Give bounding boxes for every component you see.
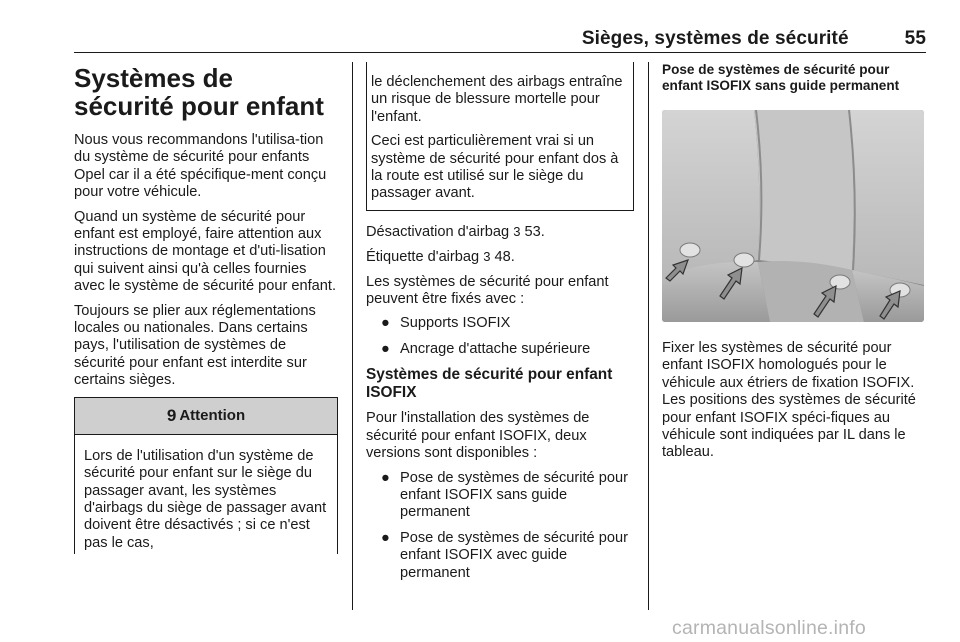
page-header — [74, 28, 926, 50]
fixing-options-list — [366, 315, 634, 358]
isofix-subheading: Pose de systèmes de sécurité pour enfant ISOFIX sans guide permanent — [662, 62, 900, 93]
isofix-heading: Systèmes de sécurité pour enfant ISOFIX — [366, 366, 613, 402]
seatback-right — [850, 110, 924, 285]
bullet-icon: ● — [381, 315, 390, 332]
chapter-title: Sièges, systèmes de sécurité — [581, 28, 849, 49]
attention-continuation-text-2: Ceci est particulièrement vrai si un système de sécurité pour enfant dos à la route est utilisé sur le siège du passager avant. — [371, 133, 619, 202]
bullet-icon: ● — [381, 340, 390, 357]
page-number: 55 — [904, 28, 926, 49]
isofix-versions-list — [366, 470, 634, 582]
header-rule — [74, 52, 926, 53]
list-item: ● Supports ISOFIX — [381, 315, 511, 332]
attention-title: Attention — [179, 407, 246, 425]
attention-continuation-text: le déclenchement des airbags entraîne un risque de blessure mortelle pour l'enfant. — [371, 74, 623, 125]
column-divider-2 — [648, 62, 649, 610]
column-divider-1 — [352, 62, 353, 610]
paragraph-regulations: Toujours se plier aux réglementations locales ou nationales. Dans certains pays, l'utilisation de systèmes de sécurité pour enfant est interdite sur certains sièges. — [74, 302, 316, 389]
page-ref-icon: 3 — [483, 249, 491, 265]
bullet-icon: ● — [381, 469, 390, 486]
attention-box-continuation — [366, 62, 634, 211]
list-item: ● Pose de systèmes de sécurité pour enfant ISOFIX sans guide permanent — [381, 469, 628, 521]
bullet-icon: ● — [381, 529, 390, 546]
column-1 — [74, 62, 338, 554]
paragraph-instructions: Quand un système de sécurité pour enfant est employé, faire attention aux instructions de montage et d'uti-lisation qui suivent ainsi qu'à celles fournies avec le système de sécurité pour enfant. — [74, 208, 337, 295]
attention-body — [75, 435, 337, 554]
fixing-intro: Les systèmes de sécurité pour enfant peuvent être fixés avec : — [366, 273, 609, 308]
column-2 — [366, 62, 634, 590]
section-heading: Systèmes de sécurité pour enfant — [74, 63, 324, 121]
seat-drawing — [662, 110, 924, 322]
attention-text: Lors de l'utilisation d'un système de sécurité pour enfant sur le siège du passager avant, les systèmes d'airbags du siège de passager avant doivent être désactivés ; si ce n'est pas le cas, — [84, 447, 327, 551]
isofix-anchor-2 — [734, 253, 754, 267]
isofix-anchor-1 — [680, 243, 700, 257]
airbag-deactivation-ref: Désactivation d'airbag 3 53. — [366, 223, 545, 240]
list-item: ● Pose de systèmes de sécurité pour enfant ISOFIX avec guide permanent — [381, 529, 628, 581]
list-item: ● Ancrage d'attache supérieure — [381, 340, 591, 357]
attention-box — [74, 397, 338, 554]
isofix-instructions: Fixer les systèmes de sécurité pour enfant ISOFIX homologués pour le véhicule aux étriers de fixation ISOFIX. Les positions des systèmes de sécurité pour enfant ISOFIX spéci-fiques au véhicule sont indiquées par IL dans le tableau. — [662, 340, 916, 461]
seatback-center — [754, 110, 854, 270]
page-ref-icon: 3 — [513, 223, 521, 239]
cushion-center — [758, 261, 864, 322]
paragraph-recommendation: Nous vous recommandons l'utilisa-tion du système de sécurité pour enfants Opel car il a été spécifique-ment conçu pour votre véhicule. — [74, 132, 327, 201]
watermark: carmanualsonline.info — [672, 617, 866, 639]
airbag-label-ref: Étiquette d'airbag 3 48. — [366, 249, 515, 266]
isofix-intro: Pour l'installation des systèmes de sécurité pour enfant ISOFIX, deux versions sont disponibles : — [366, 410, 590, 462]
isofix-seat-illustration — [662, 110, 924, 322]
attention-header — [75, 398, 337, 435]
warning-icon: 9 — [166, 405, 177, 425]
column-3 — [662, 62, 926, 469]
